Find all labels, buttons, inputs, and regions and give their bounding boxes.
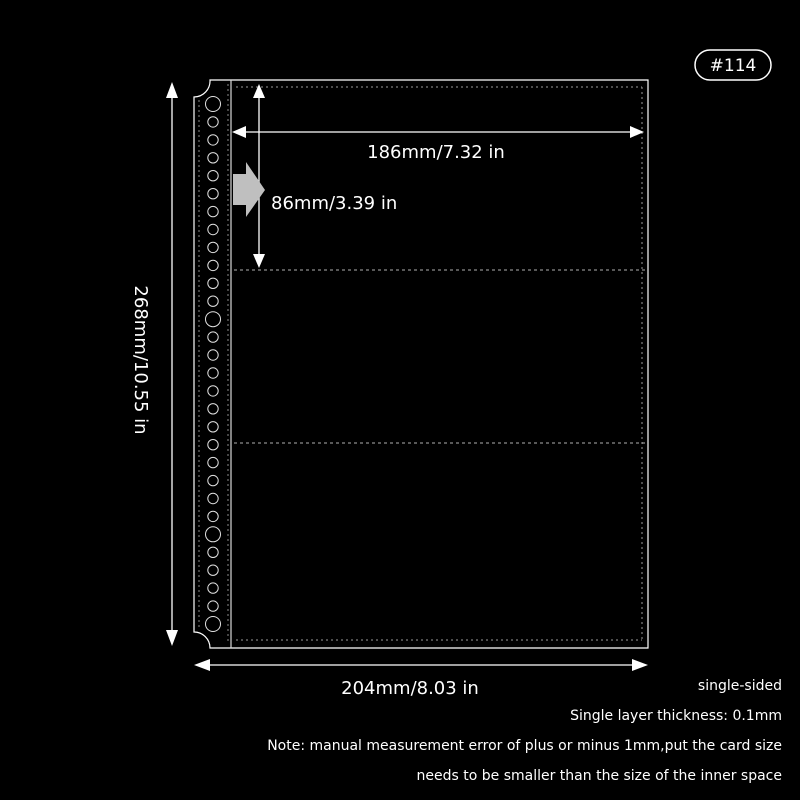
binder-holes (206, 97, 221, 632)
inner-width-label: 186mm/7.32 in (367, 142, 505, 163)
pocket-height-label: 86mm/3.39 in (271, 193, 398, 214)
binder-hole (208, 565, 218, 575)
note-single-sided: single-sided (697, 678, 782, 694)
model-badge-label: #114 (709, 56, 757, 76)
total-height-label: 268mm/10.55 in (130, 285, 151, 435)
pocket-height-arrowhead-top (253, 84, 265, 98)
binder-hole (208, 135, 218, 145)
total-width-arrowhead-right (632, 659, 648, 671)
binder-hole (208, 206, 218, 216)
binder-hole (208, 601, 218, 611)
binder-hole (208, 189, 218, 199)
binder-hole (206, 312, 221, 327)
binder-hole (208, 493, 218, 503)
binder-hole (208, 117, 218, 127)
sheet-outline (194, 80, 648, 648)
binder-hole (208, 511, 218, 521)
binder-hole (208, 224, 218, 234)
binder-hole (208, 404, 218, 414)
model-badge (695, 50, 771, 80)
pocket-height-arrowhead-bottom (253, 254, 265, 268)
binder-hole (208, 457, 218, 467)
binder-hole (208, 153, 218, 163)
note-measurement-error: Note: manual measurement error of plus or minus 1mm,put the card size (267, 738, 782, 754)
total-height-arrowhead-top (166, 82, 178, 98)
binder-hole (208, 422, 218, 432)
binder-hole (208, 547, 218, 557)
binder-hole (208, 475, 218, 485)
note-inner-space: needs to be smaller than the size of the inner space (416, 768, 782, 784)
total-height-dimension (130, 82, 178, 646)
total-width-arrowhead-left (194, 659, 210, 671)
total-width-dimension (194, 659, 648, 699)
binder-hole (208, 368, 218, 378)
binder-hole (208, 386, 218, 396)
note-thickness: Single layer thickness: 0.1mm (570, 708, 782, 724)
insert-direction-arrow-icon (233, 162, 265, 217)
binder-hole (208, 440, 218, 450)
inner-width-dimension (232, 126, 644, 163)
binder-hole (208, 350, 218, 360)
inner-width-arrowhead-left (232, 126, 246, 138)
sheet (194, 80, 648, 648)
total-height-arrowhead-bottom (166, 630, 178, 646)
total-width-label: 204mm/8.03 in (341, 678, 479, 699)
binder-hole (206, 617, 221, 632)
binder-hole (206, 527, 221, 542)
binder-hole (208, 171, 218, 181)
binder-hole (208, 242, 218, 252)
pocket-height-dimension (253, 84, 397, 268)
binder-hole (208, 260, 218, 270)
binder-hole (206, 97, 221, 112)
binder-hole (208, 583, 218, 593)
binder-hole (208, 296, 218, 306)
binder-hole (208, 332, 218, 342)
binder-hole (208, 278, 218, 288)
